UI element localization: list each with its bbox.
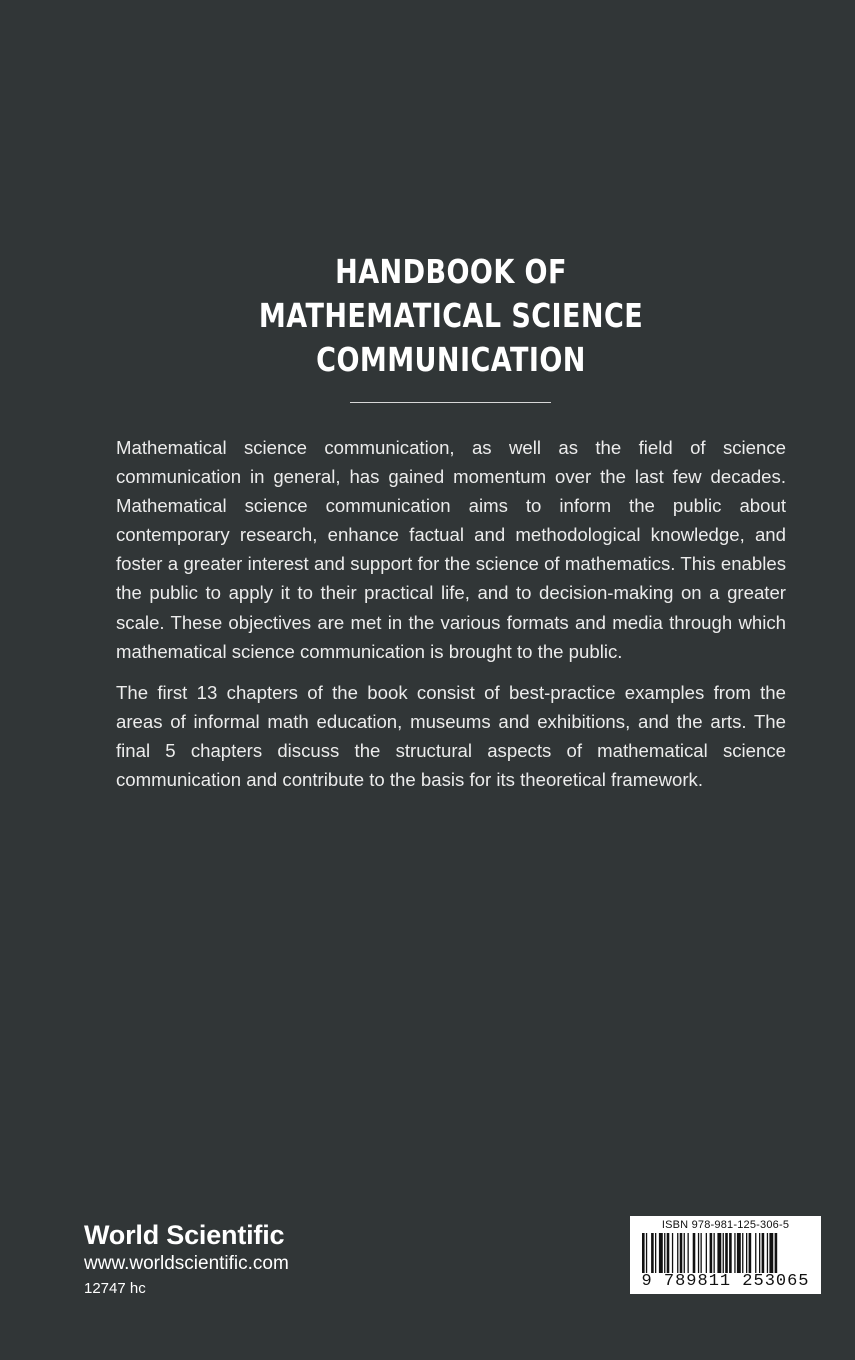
barcode-bar bbox=[701, 1233, 702, 1273]
barcode-bar bbox=[672, 1233, 673, 1273]
barcode-bar bbox=[642, 1233, 645, 1273]
barcode-bar bbox=[706, 1233, 707, 1273]
barcode-bar bbox=[767, 1233, 768, 1273]
barcode-bar bbox=[755, 1233, 756, 1273]
barcode-bar bbox=[677, 1233, 678, 1273]
barcode-digits: 9 789811 253065 bbox=[641, 1272, 810, 1291]
barcode-bar bbox=[667, 1233, 670, 1273]
barcode-bar bbox=[723, 1233, 724, 1273]
barcode-bar bbox=[646, 1233, 647, 1273]
barcode-bar bbox=[737, 1233, 741, 1273]
publisher-code: 12747 hc bbox=[84, 1280, 146, 1297]
title-line-3: COMMUNICATION bbox=[316, 340, 586, 379]
isbn-barcode bbox=[630, 1216, 821, 1294]
title-line-1: HANDBOOK OF bbox=[335, 252, 567, 291]
barcode-bar bbox=[698, 1233, 699, 1273]
barcode-bar bbox=[775, 1233, 778, 1273]
isbn-label: ISBN 978-981-125-306-5 bbox=[661, 1219, 790, 1231]
publisher-name: World Scientific bbox=[84, 1220, 285, 1250]
barcode-bar bbox=[664, 1233, 665, 1273]
barcode-bar bbox=[655, 1233, 656, 1273]
barcode-bar bbox=[714, 1233, 715, 1273]
description-paragraph-1: Mathematical science communication, as well as the field of science communication in general, has gained momentum over the last few decades. Mathematical science communication aims to inform the public about contemporary research, enhance factual and methodological knowledge, and foster a greater interest and support for the science of mathematics. This enables the public to apply it to their practical life, and to decision-making on a greater scale. These objectives are met in the various formats and media through which mathematical science communication is brought to the public. bbox=[116, 437, 786, 662]
barcode-bar bbox=[725, 1233, 728, 1273]
barcode-bar bbox=[759, 1233, 760, 1273]
barcode-bar bbox=[693, 1233, 696, 1273]
barcode-bar bbox=[717, 1233, 721, 1273]
barcode-bar bbox=[762, 1233, 765, 1273]
book-description bbox=[116, 433, 786, 806]
barcode-bar bbox=[769, 1233, 773, 1273]
title-divider bbox=[350, 402, 551, 403]
title-line-2: MATHEMATICAL SCIENCE bbox=[258, 296, 644, 335]
barcode-bar bbox=[651, 1233, 654, 1273]
book-title bbox=[0, 250, 855, 382]
barcode-bar bbox=[746, 1233, 747, 1273]
barcode-bar bbox=[749, 1233, 752, 1273]
barcode-bars bbox=[640, 1233, 811, 1273]
publisher-url: www.worldscientific.com bbox=[84, 1253, 289, 1274]
barcode-bar bbox=[688, 1233, 689, 1273]
barcode-bar bbox=[734, 1233, 735, 1273]
publisher-block bbox=[84, 1218, 289, 1300]
barcode-bar bbox=[659, 1233, 663, 1273]
barcode-bar bbox=[729, 1233, 732, 1273]
barcode-bar bbox=[684, 1233, 685, 1273]
barcode-bar bbox=[680, 1233, 683, 1273]
barcode-bar bbox=[742, 1233, 743, 1273]
barcode-bar bbox=[710, 1233, 713, 1273]
description-paragraph-2: The first 13 chapters of the book consist of best-practice examples from the areas of informal math education, museums and exhibitions, and the arts. The final 5 chapters discuss the structural aspects of mathematical science communication and contribute to the basis for its theoretical framework. bbox=[116, 681, 786, 791]
